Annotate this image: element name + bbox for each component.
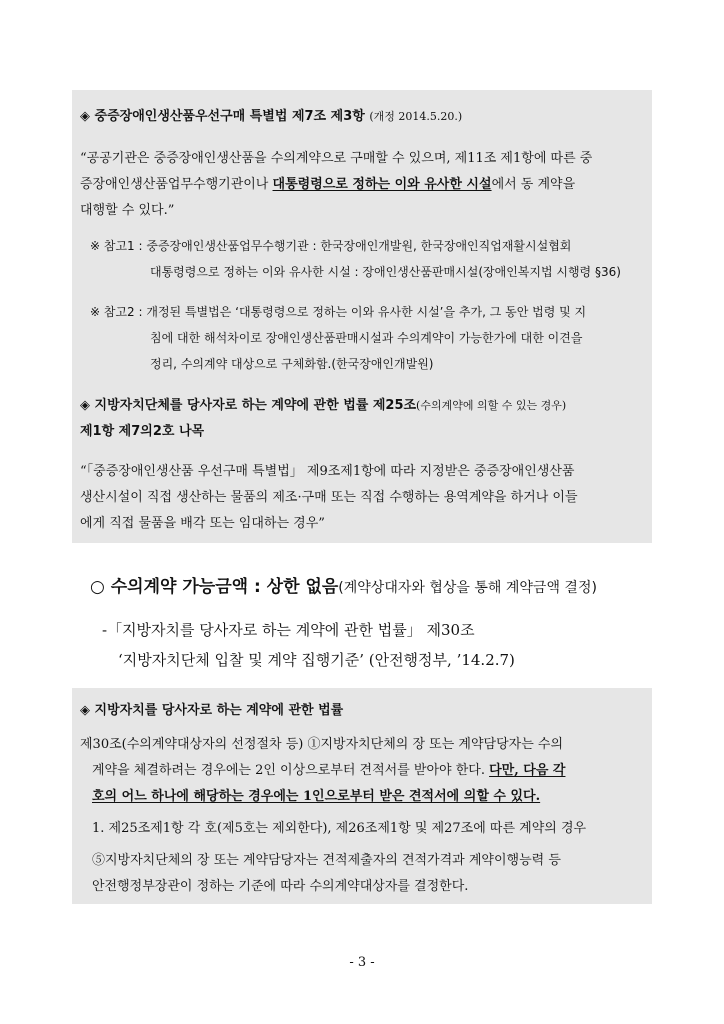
law2-quote-line3: 에게 직접 물품을 배각 또는 임대하는 경우” <box>80 516 325 531</box>
law2-quote-line1: “「중증장애인생산품 우선구매 특별법」 제9조제1항에 따라 지정받은 중증장애인생산품 <box>80 464 575 479</box>
law1-heading <box>80 109 462 125</box>
law1-quote-line1: “공공기관은 중증장애인생산품을 수의계약으로 구매할 수 있으며, 제11조 제1항에 따른 중 <box>80 151 593 166</box>
article30-line2 <box>92 763 565 779</box>
ref2-line1: ※ 참고2 : 개정된 특별법은 ‘대통령령으로 정하는 이와 유사한 시설’을 추가, 그 동안 법령 및 지 <box>90 305 587 319</box>
article30-item5-line2: 안전행정부장관이 정하는 기준에 따라 수의계약대상자를 결정한다. <box>92 879 469 894</box>
section2-title-rest: (계약상대자와 협상을 통해 계약금액 결정) <box>338 580 597 596</box>
law1-quote-line2 <box>80 177 575 193</box>
law1-quote-line2-pre: 증장애인생산품업무수행기관이나 <box>80 177 273 192</box>
law1-quote-line2-post: 에서 동 계약을 <box>491 177 576 192</box>
law1-quote-line3: 대행할 수 있다.” <box>80 203 175 218</box>
ref1-line2: 대통령령으로 정하는 이와 유사한 시설 : 장애인생산품판매시설(장애인복지법 시행령 §36) <box>150 265 621 279</box>
law1-quote-emphasis: 대통령령으로 정하는 이와 유사한 시설 <box>272 177 492 192</box>
ref2-line2: 침에 대한 해석차이로 장애인생산품판매시설과 수의계약이 가능한가에 대한 이견을 <box>150 331 583 345</box>
law2-heading-rest: (수의계약에 의할 수 있는 경우) <box>416 399 567 412</box>
basis-guideline: ‘지방자치단체 입찰 및 계약 집행기준’ (안전행정부, ’14.2.7) <box>118 651 515 669</box>
ref1-line1: ※ 참고1 : 중증장애인생산품업무수행기관 : 한국장애인개발원, 한국장애인직업재활시설협회 <box>90 239 572 253</box>
law3-heading: ◈ 지방자치를 당사자로 하는 계약에 관한 법률 <box>80 703 344 718</box>
law1-heading-text: ◈ 중증장애인생산품우선구매 특별법 제7조 제3항 <box>80 109 365 124</box>
article30-line1: 제30조(수의계약대상자의 선정절차 등) ①지방자치단체의 장 또는 계약담당자는 수의 <box>80 737 564 752</box>
ref2-line3: 정리, 수의계약 대상으로 구체화함.(한국장애인개발원) <box>150 357 434 371</box>
section2-title <box>90 577 597 598</box>
section2-title-bold: ○ 수의계약 가능금액 : 상한 없음 <box>90 577 339 597</box>
law2-quote-line2: 생산시설이 직접 생산하는 물품의 제조·구매 또는 직접 수행하는 용역계약을 하거나 이들 <box>80 490 578 505</box>
article30-line2-pre: 계약을 체결하려는 경우에는 2인 이상으로부터 견적서를 받아야 한다. <box>92 763 490 778</box>
page-number: - 3 - <box>349 955 375 970</box>
article30-line2-emphasis: 다만, 다음 각 <box>489 763 566 778</box>
article30-line3: 호의 어느 하나에 해당하는 경우에는 1인으로부터 받은 견적서에 의할 수 있다. <box>92 789 541 804</box>
law2-heading-bold: ◈ 지방자치단체를 당사자로 하는 계약에 관한 법률 제25조 <box>80 398 417 413</box>
law1-heading-note: (개정 2014.5.20.) <box>369 110 463 123</box>
article30-item5-line1: ⑤지방자치단체의 장 또는 계약담당자는 견적제출자의 견적가격과 계약이행능력 등 <box>92 853 561 868</box>
article30-item1: 1. 제25조제1항 각 호(제5호는 제외한다), 제26조제1항 및 제27조에 따른 계약의 경우 <box>92 821 587 836</box>
basis-law: -「지방자치를 당사자로 하는 계약에 관한 법률」 제30조 <box>102 621 475 639</box>
law2-heading-line2: 제1항 제7의2호 나목 <box>80 424 205 439</box>
law2-heading-line1 <box>80 398 566 414</box>
